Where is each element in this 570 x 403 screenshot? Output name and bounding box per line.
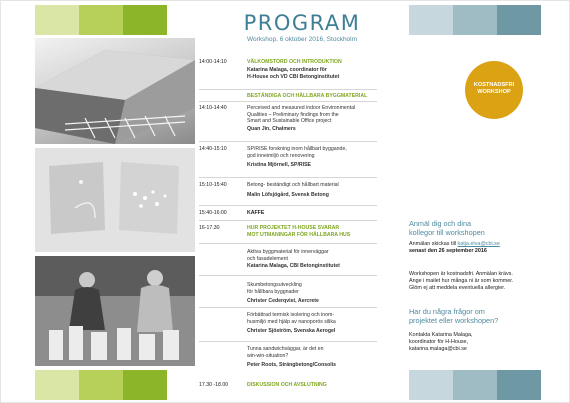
page-title: PROGRAM: [243, 11, 361, 35]
signup-email-link[interactable]: katja.elva@cbi.se: [457, 241, 500, 247]
program-subitem-foam-concrete: [199, 282, 379, 306]
program-section-materials: [199, 93, 379, 101]
bottom-blue-strip-3: [497, 370, 541, 400]
program-item-h-house: [199, 225, 379, 241]
program-subitem-aerogel: [199, 312, 379, 336]
program-speaker: Peter Roots, Strängbetong/Consolis: [247, 362, 337, 369]
program-title: MOT UTMANINGAR FÖR HÅLLBARA HUS: [247, 231, 351, 238]
program-item-discussion: [199, 382, 379, 390]
top-blue-strip-1: [409, 5, 453, 35]
signup-deadline: senast den 26 september 2016: [409, 247, 487, 254]
program-time: 17.30 -18.00: [199, 382, 229, 388]
info-line: Workshopen är kostnadsfri. Anmälan krävs.: [409, 271, 513, 277]
program-title: VÄLKOMSTORD OCH INTRODUKTION: [247, 59, 342, 65]
questions-heading: [409, 307, 549, 325]
badge-line: WORKSHOP: [477, 89, 511, 95]
divider: [199, 101, 377, 102]
info-line: Ange i mailet hur många ni är som kommer.: [409, 277, 514, 284]
page-subtitle: Workshop, 6 oktober 2016, Stockholm: [246, 36, 358, 43]
program-time: 15:40-16:00: [199, 210, 227, 216]
program-topic: Perceived and measured indoor Environmental: [247, 105, 356, 111]
divider: [199, 243, 377, 244]
top-green-strip-1: [35, 5, 79, 35]
program-topic: Tunna sandwichväggar, är det en: [247, 346, 324, 352]
program-speaker: Kristina Mjörnell, SP/RISE: [247, 162, 311, 169]
contact-info: [409, 332, 559, 352]
divider: [199, 177, 377, 178]
program-topic: win-win-situation?: [247, 352, 289, 359]
program-subitem-active-materials: [199, 249, 379, 273]
invite-heading-line: Anmäl dig och dina: [409, 219, 472, 228]
program-time: 14:00-14:10: [199, 59, 227, 65]
badge-line: KOSTNADSFRI: [473, 82, 515, 88]
program-speaker: Christer Sjöström, Svenska Aerogel: [247, 328, 336, 335]
program-topic: Smart and Sustainable Office project: [247, 118, 332, 125]
top-green-strip-3: [123, 5, 167, 35]
top-green-strip-2: [79, 5, 123, 35]
contact-line: Kontakta Katarina Malaga,: [409, 332, 473, 338]
divider: [199, 89, 377, 90]
program-topic: Förbättrad termisk isolering och inom-: [247, 312, 335, 318]
photo-concrete-block: [35, 38, 195, 144]
program-topic: KAFFE: [247, 210, 265, 216]
free-workshop-badge: [465, 61, 523, 119]
program-item-coffee: [199, 210, 379, 218]
bottom-green-strip-2: [79, 370, 123, 400]
program-topic: Skumbetongsutveckling: [247, 282, 302, 288]
program-speaker: Katarina Malaga, CBI Betonginstitutet: [247, 263, 340, 270]
program-title: DISKUSSION OCH AVSLUTNING: [247, 382, 327, 388]
signup-info: [409, 241, 559, 255]
program-time: 14:10-14:40: [199, 105, 227, 111]
divider: [199, 275, 377, 276]
program-topic: Qualities – Preliminary findings from the: [247, 111, 339, 118]
bottom-green-strip-3: [123, 370, 167, 400]
program-item-quan-jin: [199, 105, 379, 141]
program-speaker: Quan Jin, Chalmers: [247, 125, 296, 132]
invite-heading: [409, 219, 549, 237]
divider: [199, 205, 377, 206]
program-topic: Aktiva byggmaterial för innerväggar: [247, 249, 329, 255]
divider: [199, 307, 377, 308]
photo-panels: [35, 148, 195, 252]
program-speaker: Malin Löfsjögård, Svensk Betong: [247, 191, 329, 198]
bottom-green-strip-1: [35, 370, 79, 400]
program-time: 16-17.30: [199, 225, 220, 231]
bottom-blue-strip-1: [409, 370, 453, 400]
program-topic: husmiljö med hjälp av nanoporös silika: [247, 318, 336, 325]
program-topic: god inneimiljö och renovering: [247, 152, 315, 159]
program-time: 15:10-15:40: [199, 182, 227, 188]
contact-email-link[interactable]: katarina.malaga@cbi.se: [409, 345, 467, 352]
program-speaker: H-House och VD CBI Betonginstitutet: [247, 74, 340, 81]
program-item-welcome: [199, 59, 379, 87]
program-time: 14:40-15:10: [199, 146, 227, 152]
info-line: Glöm ej att meddela eventuella allergier.: [409, 284, 506, 291]
program-item-sp-rise: [199, 146, 379, 176]
invite-heading-line: kollegor till workshopen: [409, 228, 485, 237]
questions-heading-line: projektet eller workshopen?: [409, 316, 499, 325]
top-blue-strip-3: [497, 5, 541, 35]
program-topic: SP/RISE forskning inom hållbart byggande,: [247, 146, 347, 152]
divider: [199, 220, 377, 221]
photo-workers: [35, 256, 195, 366]
section-heading: BESTÄNDIGA OCH HÅLLBARA BYGGMATERIAL: [247, 93, 368, 99]
divider: [199, 141, 377, 142]
program-speaker: Katarina Malaga, coordinator för: [247, 66, 327, 73]
questions-heading-line: Har du några frågor om: [409, 307, 485, 316]
signup-prefix: Anmälan skickas till: [409, 241, 457, 247]
program-speaker: Christer Cederqvist, Aercrete: [247, 298, 319, 305]
workshop-info: [409, 271, 559, 291]
contact-line: koordinator för H-House,: [409, 338, 469, 345]
top-blue-strip-2: [453, 5, 497, 35]
divider: [199, 341, 377, 342]
program-topic: Betong- beständigt och hållbart material: [247, 182, 339, 188]
program-title: HUR PROJEKTET H-HOUSE SVARAR: [247, 225, 340, 231]
program-subitem-sandwich-walls: [199, 346, 379, 370]
bottom-blue-strip-2: [453, 370, 497, 400]
program-topic: för hållbara byggnader: [247, 288, 299, 295]
program-topic: och fasadelement: [247, 255, 288, 262]
program-item-betong: [199, 182, 379, 204]
